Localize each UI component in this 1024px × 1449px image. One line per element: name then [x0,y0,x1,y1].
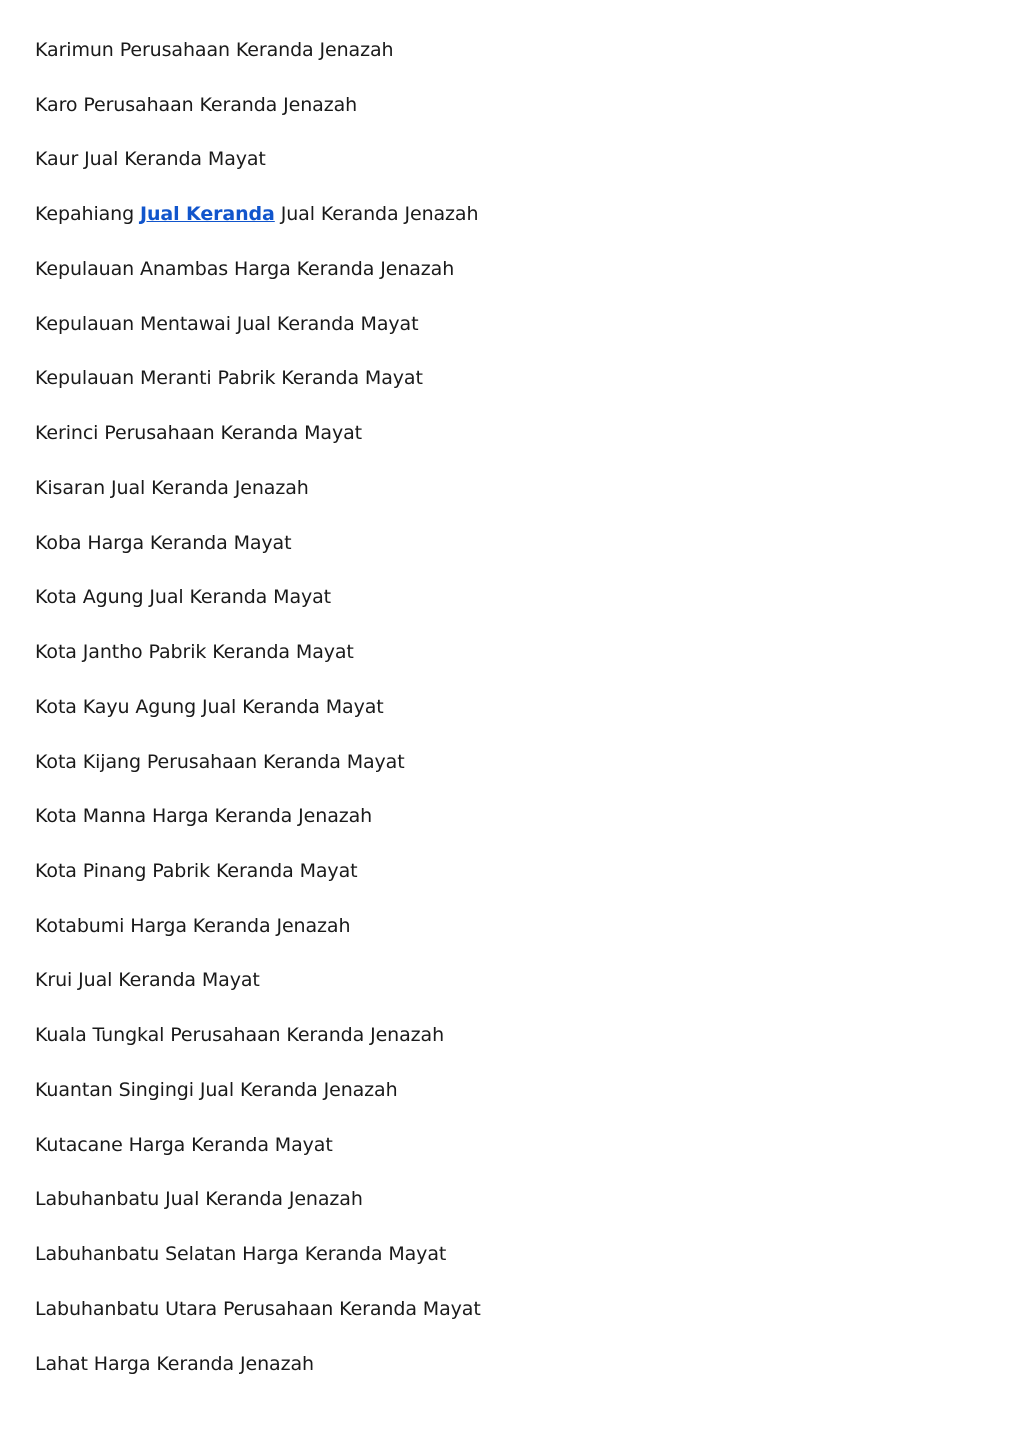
list-line: Kota Kayu Agung Jual Keranda Mayat [35,695,384,718]
list-line: Kota Agung Jual Keranda Mayat [35,586,332,609]
list-line: Labuhanbatu Utara Perusahaan Keranda Mayat [35,1297,481,1320]
list-line: Kota Kijang Perusahaan Keranda Mayat [35,750,405,773]
jual-keranda-link[interactable]: Jual Keranda [140,203,275,226]
list-line: Kerinci Perusahaan Keranda Mayat [35,422,362,445]
list-line: Karimun Perusahaan Keranda Jenazah [35,39,394,61]
list-line: Kaur Jual Keranda Mayat [35,148,266,171]
list-line: Karo Perusahaan Keranda Jenazah [35,93,358,116]
list-line: Kuantan Singingi Jual Keranda Jenazah [35,1078,398,1101]
list-line: Kota Pinang Pabrik Keranda Mayat [35,860,358,883]
list-line: Kotabumi Harga Keranda Jenazah [35,914,351,937]
list-line: Koba Harga Keranda Mayat [35,531,292,554]
list-line [35,200,989,228]
list-line: Kepulauan Meranti Pabrik Keranda Mayat [35,367,423,390]
list-line: Kuala Tungkal Perusahaan Keranda Jenazah [35,1024,445,1047]
list-line: Lahat Harga Keranda Jenazah [35,1352,314,1375]
list-line: Kota Jantho Pabrik Keranda Mayat [35,641,354,664]
list-line: Kepulauan Mentawai Jual Keranda Mayat [35,312,419,335]
line-suffix: Jual Keranda Jenazah [274,203,479,226]
list-line: Kota Manna Harga Keranda Jenazah [35,805,373,828]
list-line: Krui Jual Keranda Mayat [35,969,260,992]
list-line: Kutacane Harga Keranda Mayat [35,1133,333,1156]
line-prefix: Kepahiang [35,203,141,226]
list-line: Kepulauan Anambas Harga Keranda Jenazah [35,257,455,280]
list-line: Labuhanbatu Selatan Harga Keranda Mayat [35,1243,447,1266]
document-body [35,36,989,1404]
list-line: Labuhanbatu Jual Keranda Jenazah [35,1188,363,1211]
list-line: Kisaran Jual Keranda Jenazah [35,476,309,499]
